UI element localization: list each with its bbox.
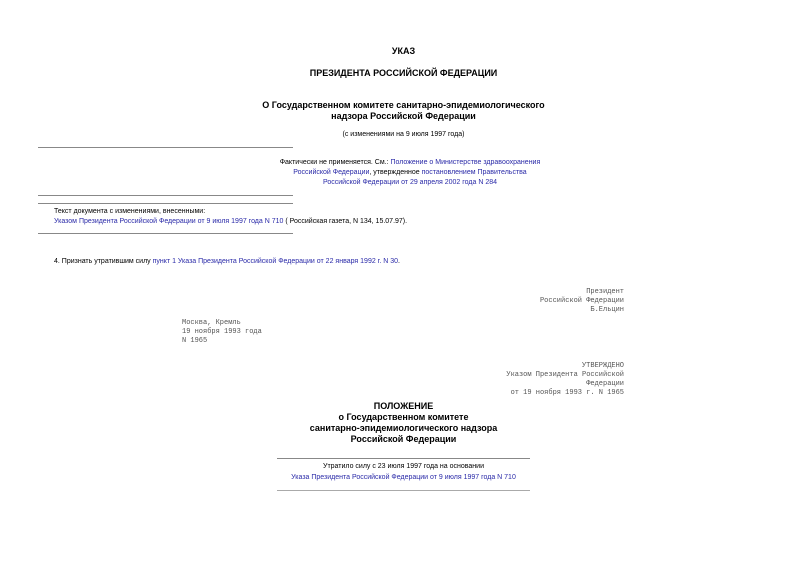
notice-mid: , утвержденное (369, 169, 422, 176)
date: 19 ноября 1993 года (182, 328, 262, 336)
changes-source: ( Российская газета, N 134, 15.07.97). (283, 218, 408, 225)
notice-link-government[interactable]: постановлением Правительства (421, 169, 527, 176)
notice-line3 (240, 178, 580, 188)
notice-line2 (240, 168, 580, 178)
divider (38, 203, 293, 204)
amendments-note: (с изменениями на 9 июля 1997 года) (342, 131, 465, 138)
clause-4-prefix: 4. Признать утратившим силу (54, 258, 153, 265)
approved-date: от 19 ноября 1993 г. N 1965 (510, 389, 624, 397)
clause-4 (54, 257, 474, 267)
approved-block (506, 362, 624, 398)
notice-link-decree-284[interactable]: Российской Федерации от 29 апреля 2002 года N 284 (323, 179, 497, 186)
divider (38, 233, 293, 234)
approved-by: Указом Президента Российской (506, 371, 624, 379)
divider (277, 490, 530, 491)
regulation-expired-link-line (240, 473, 567, 483)
place: Москва, Кремль (182, 319, 241, 327)
approved-label: УТВЕРЖДЕНО (581, 362, 624, 370)
document-title: УКАЗ (391, 46, 416, 56)
signature-position: Президент (586, 288, 624, 296)
place-date-block (182, 319, 262, 346)
decree-number: N 1965 (182, 337, 208, 345)
regulation-title: ПОЛОЖЕНИЕ (373, 401, 434, 411)
decree-title-line2: надзора Российской Федерации (331, 111, 476, 121)
changes-link-decree-710[interactable]: Указом Президента Российской Федерации от 9 июля 1997 года N 710 (54, 218, 284, 225)
notice-link-rf[interactable]: Российской Федерации (293, 169, 370, 176)
clause-4-suffix: . (398, 258, 400, 265)
changes-label: Текст документа с изменениями, внесенными: (54, 208, 206, 215)
regulation-expired-text: Утратило силу с 23 июля 1997 года на основании (323, 463, 484, 470)
divider (38, 147, 293, 148)
signature-country: Российской Федерации (539, 297, 624, 305)
divider (38, 195, 293, 196)
signature-block (540, 288, 624, 315)
approved-country: Федерации (586, 380, 624, 388)
regulation-line1: о Государственном комитете (338, 412, 469, 422)
decree-title-line1: О Государственном комитете санитарно-эпидемиологического (262, 100, 545, 110)
regulation-expired-link[interactable]: Указа Президента Российской Федерации от 9 июля 1997 года N 710 (291, 474, 516, 481)
clause-4-link[interactable]: пункт 1 Указа Президента Российской Федерации от 22 января 1992 г. N 30 (152, 258, 399, 265)
document-subtitle: ПРЕЗИДЕНТА РОССИЙСКОЙ ФЕДЕРАЦИИ (309, 68, 498, 78)
notice-line1 (240, 158, 580, 168)
regulation-line2: санитарно-эпидемиологического надзора (309, 423, 498, 433)
regulation-line3: Российской Федерации (350, 434, 457, 444)
notice-prefix: Фактически не применяется. См.: (279, 159, 391, 166)
notice-block (240, 158, 580, 188)
divider (277, 458, 530, 459)
changes-line (54, 217, 474, 227)
notice-link-regulation[interactable]: Положение о Министерстве здравоохранения (390, 159, 541, 166)
signature-name: Б.Ельцин (590, 306, 624, 314)
